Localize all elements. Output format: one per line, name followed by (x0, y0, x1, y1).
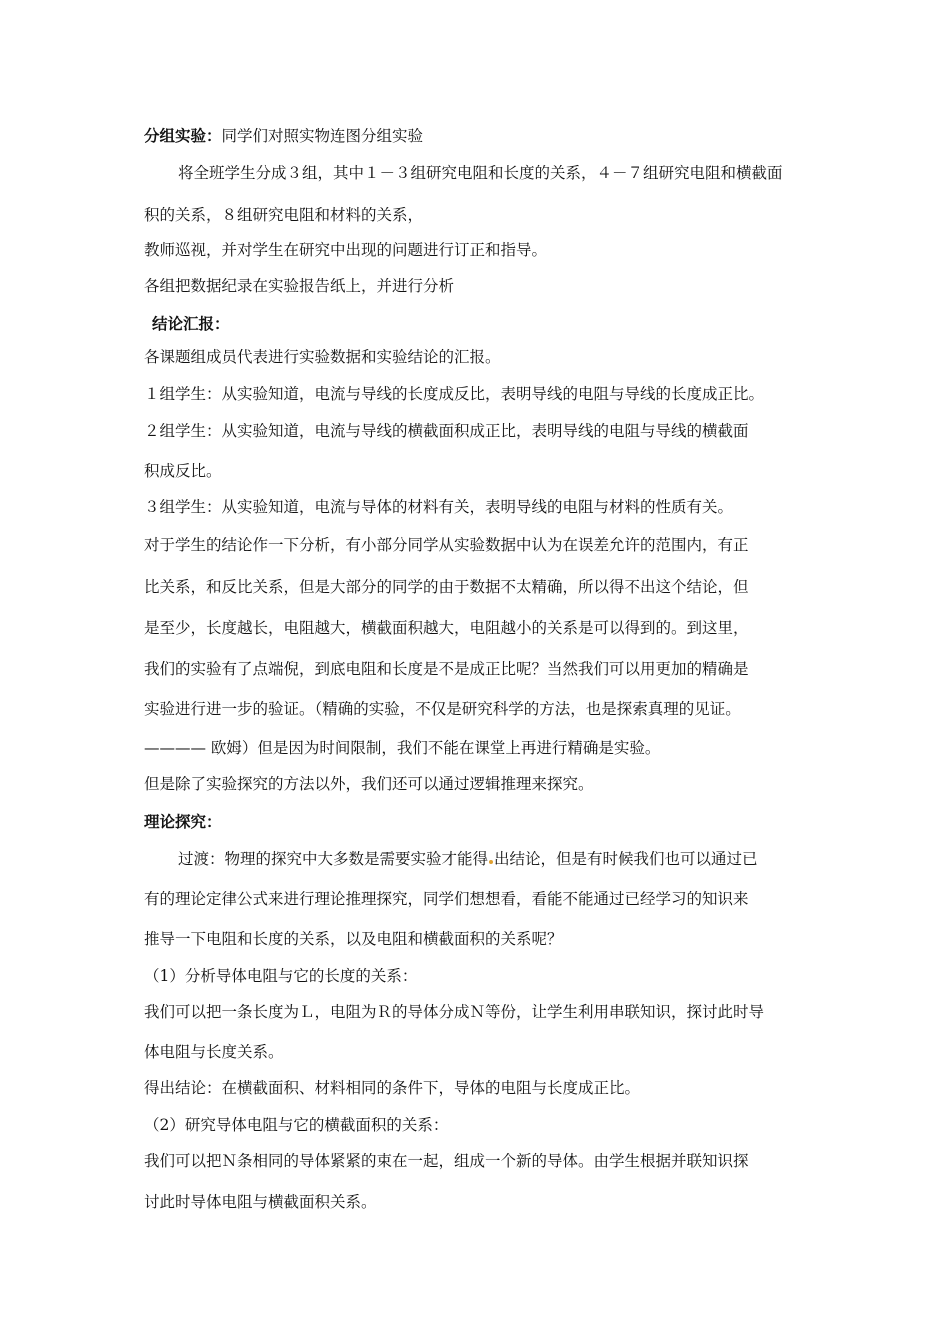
paragraph-line: 积成反比。 (144, 462, 222, 480)
theory-heading: 理论探究： (144, 813, 222, 831)
paragraph-line: 我们可以把一条长度为Ｌ，电阻为Ｒ的导体分成Ｎ等份，让学生利用串联知识，探讨此时导 (144, 1003, 765, 1021)
paragraph-line: 各组把数据纪录在实验报告纸上，并进行分析 (144, 277, 455, 295)
text-span: 出结论，但是有时候我们也可以通过已 (494, 850, 758, 868)
paragraph-line: 各课题组成员代表进行实验数据和实验结论的汇报。 (144, 348, 501, 366)
paragraph-line: 我们可以把Ｎ条相同的导体紧紧的束在一起，组成一个新的导体。由学生根据并联知识探 (144, 1152, 749, 1170)
subsection-title: （2）研究导体电阻与它的横截面积的关系： (144, 1116, 449, 1134)
paragraph-line (178, 849, 758, 869)
paragraph-line: 实验进行进一步的验证。（精确的实验，不仅是研究科学的方法，也是探索真理的见证。 (144, 700, 741, 718)
paragraph-line: 体电阻与长度关系。 (144, 1043, 284, 1061)
group-experiment-heading: 分组实验： (144, 127, 222, 145)
paragraph-line: ３组学生：从实验知道，电流与导体的材料有关，表明导线的电阻与材料的性质有关。 (144, 498, 734, 516)
text-span: 过渡：物理的探究中大多数是需要实验才能得 (178, 850, 489, 868)
subsection-title: （1）分析导体电阻与它的长度的关系： (144, 967, 418, 985)
paragraph-line: 得出结论：在横截面积、材料相同的条件下，导体的电阻与长度成正比。 (144, 1079, 641, 1097)
group-experiment-intro: 同学们对照实物连图分组实验 (221, 127, 424, 145)
paragraph-line: 讨此时导体电阻与横截面积关系。 (144, 1193, 377, 1211)
paragraph-line: 将全班学生分成３组，其中１－３组研究电阻和长度的关系，４－７组研究电阻和横截面 (178, 164, 783, 182)
paragraph-line: 比关系，和反比关系，但是大部分的同学的由于数据不太精确，所以得不出这个结论，但 (144, 578, 749, 596)
conclusion-heading: 结论汇报： (152, 315, 230, 333)
paragraph-line: 是至少，长度越长，电阻越大，横截面积越大，电阻越小的关系是可以得到的。到这里， (144, 619, 749, 637)
paragraph-line: ２组学生：从实验知道，电流与导线的横截面积成正比，表明导线的电阻与导线的横截面 (144, 422, 749, 440)
paragraph-line: 积的关系，８组研究电阻和材料的关系， (144, 206, 424, 224)
paragraph-line: 推导一下电阻和长度的关系，以及电阻和横截面积的关系呢？ (144, 930, 563, 948)
paragraph-line: 我们的实验有了点端倪，到底电阻和长度是不是成正比呢？当然我们可以用更加的精确是 (144, 660, 749, 678)
paragraph-line: ———— 欧姆）但是因为时间限制，我们不能在课堂上再进行精确是实验。 (144, 739, 661, 757)
mark-dot (489, 860, 493, 864)
paragraph-line: 有的理论定律公式来进行理论推理探究，同学们想想看，看能不能通过已经学习的知识来 (144, 890, 749, 908)
paragraph-line: １组学生：从实验知道，电流与导线的长度成反比，表明导线的电阻与导线的长度成正比。 (144, 385, 765, 403)
group-experiment-line (144, 126, 423, 146)
paragraph-line: 对于学生的结论作一下分析，有小部分同学从实验数据中认为在误差允许的范围内，有正 (144, 536, 749, 554)
paragraph-line: 教师巡视，并对学生在研究中出现的问题进行订正和指导。 (144, 241, 548, 259)
paragraph-line: 但是除了实验探究的方法以外，我们还可以通过逻辑推理来探究。 (144, 775, 594, 793)
